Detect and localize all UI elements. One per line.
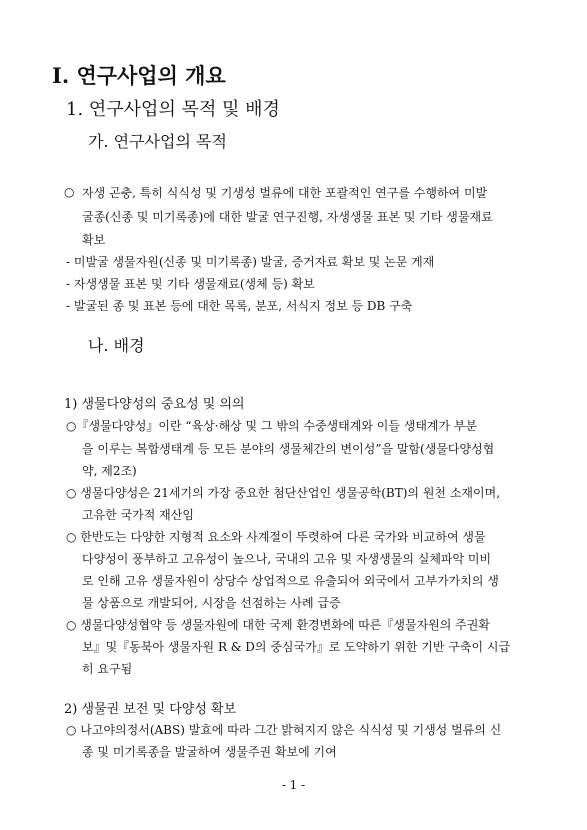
- bg1-p3-line-1: ○ 한반도는 다양한 지형적 요소와 사계절이 뚜렷하여 다른 국가와 비교하여 생물: [66, 530, 486, 544]
- bg1-p2-line-1: ○ 생물다양성은 21세기의 가장 중요한 첨단산업인 생물공학(BT)의 원천 소재이며,: [66, 486, 501, 500]
- purpose-line-3: 확보: [82, 233, 106, 247]
- bg1-p1-line-2: 을 이루는 복합생태계 등 모든 분야의 생물체간의 변이성”을 말함(생물다양성협: [82, 442, 495, 456]
- bg1-p3-line-2: 다양성이 풍부하고 고유성이 높으나, 국내의 고유 및 자생생물의 실체파악 미비: [82, 552, 492, 566]
- bg1-p2-line-2: 고유한 국가적 재산임: [82, 508, 194, 522]
- purpose-bullet: ○: [64, 185, 75, 199]
- page-number: - 1 -: [281, 778, 306, 792]
- purpose-line-2: 굴종(신종 및 미기록종)에 대한 발굴 연구진행, 자생생물 표본 및 기타 생물재료: [82, 210, 493, 224]
- chapter-heading: Ⅰ. 연구사업의 개요: [52, 63, 226, 88]
- bg2-p1-line-1: ○ 나고야의정서(ABS) 발효에 따라 그간 밝혀지지 않은 식식성 및 기생성 벌류의 신: [66, 723, 502, 737]
- bg1-p4-line-2: 보』및『동북아 생물자원 R & D의 중심국가』로 도약하기 위한 기반 구축이 시급: [82, 640, 511, 654]
- section-heading: 1. 연구사업의 목적 및 배경: [66, 99, 280, 120]
- bg1-p4-line-3: 히 요구됨: [82, 662, 133, 676]
- bg2-p1-line-2: 종 및 미기록종을 발굴하여 생물주권 확보에 기여: [82, 745, 337, 759]
- purpose-dash-1: - 미발굴 생물자원(신종 및 미기록종) 발굴, 증거자료 확보 및 논문 게재: [66, 255, 435, 269]
- bg1-p4-line-1: ○ 생물다양성협약 등 생물자원에 대한 국제 환경변화에 따른『생물자원의 주권확: [66, 618, 490, 632]
- purpose-dash-3: - 발굴된 종 및 표본 등에 대한 목록, 분포, 서식지 정보 등 DB 구축: [66, 299, 413, 313]
- background-1-title: 1) 생물다양성의 중요성 및 의의: [64, 397, 245, 412]
- subsection-heading-purpose: 가. 연구사업의 목적: [88, 132, 227, 151]
- bg1-p1-line-3: 약, 제2조): [82, 464, 137, 478]
- background-2-title: 2) 생물권 보전 및 다양성 확보: [64, 702, 237, 717]
- bg1-p1-line-1: ○『생물다양성』이란 “육상·해상 및 그 밖의 수중생태계와 이들 생태계가 부분: [66, 419, 478, 433]
- bg1-p3-line-4: 물 상품으로 개발되어, 시장을 선점하는 사례 급증: [82, 596, 341, 610]
- purpose-dash-2: - 자생생물 표본 및 기타 생물재료(생체 등) 확보: [66, 277, 315, 291]
- subsection-heading-background: 나. 배경: [88, 336, 145, 355]
- purpose-line-1: 자생 곤충, 특히 식식성 및 기생성 벌류에 대한 포괄적인 연구를 수행하여 미발: [82, 186, 488, 200]
- bg1-p3-line-3: 로 인해 고유 생물자원이 상당수 상업적으로 유출되어 외국에서 고부가가치의 생: [82, 574, 499, 588]
